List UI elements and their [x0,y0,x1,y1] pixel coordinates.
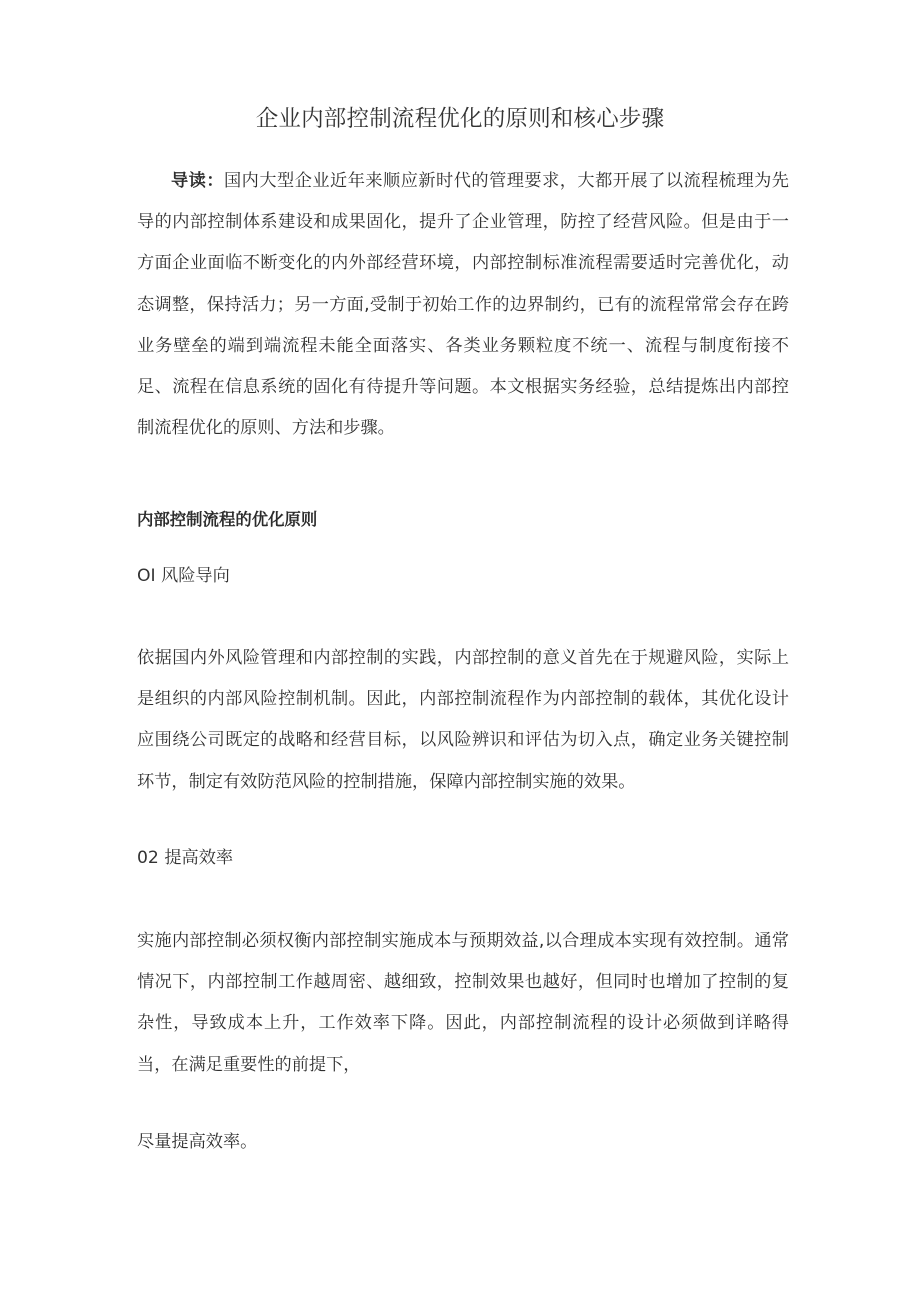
principle-2-tail: 尽量提高效率。 [137,1132,258,1152]
principle-1-paragraph: 依据国内外风险管理和内部控制的实践，内部控制的意义首先在于规避风险，实际上是组织的内部风险控制机制。因此，内部控制流程作为内部控制的载体，其优化设计应围绕公司既定的战略和经营目标，以风险辨识和评估为切入点，确定业务关键控制环节，制定有效防范风险的控制措施，保障内部控制实施的效果。 [137,648,789,792]
principle-1-heading: OI 风险导向 [137,566,230,586]
intro-text: 国内大型企业近年来顺应新时代的管理要求，大都开展了以流程梳理为先导的内部控制体系建设和成果固化，提升了企业管理，防控了经营风险。但是由于一方面企业面临不断变化的内外部经营环境，内部控制标准流程需要适时完善优化，动态调整，保持活力；另一方面,受制于初始工作的边界制约，已有的流程常常会存在跨业务壁垒的端到端流程未能全面落实、各类业务颗粒度不统一、流程与制度衔接不足、流程在信息系统的固化有待提升等问题。本文根据实务经验，总结提炼出内部控制流程优化的原则、方法和步骤。 [137,171,789,439]
intro-paragraph [137,161,789,449]
principle-2-paragraph: 实施内部控制必须权衡内部控制实施成本与预期效益,以合理成本实现有效控制。通常情况下，内部控制工作越周密、越细致，控制效果也越好，但同时也增加了控制的复杂性，导致成本上升，工作效率下降。因此，内部控制流程的设计必须做到详略得当，在满足重要性的前提下， [137,931,789,1075]
section-heading: 内部控制流程的优化原则 [137,510,318,529]
principle-2-heading: 02 提高效率 [137,848,234,868]
intro-lead-label: 导读： [171,171,225,191]
document-title: 企业内部控制流程优化的原则和核心步骤 [255,106,665,132]
